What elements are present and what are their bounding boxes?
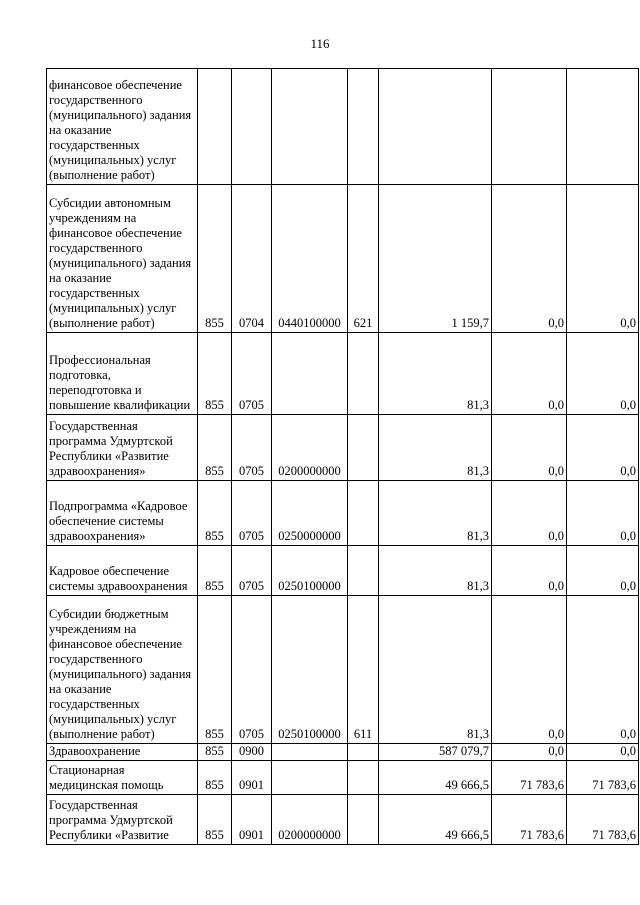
amount-2: 71 783,6 bbox=[492, 795, 567, 845]
amount-1: 81,3 bbox=[379, 546, 492, 596]
table-row bbox=[47, 596, 639, 744]
ministry-code: 855 bbox=[198, 761, 232, 795]
amount-1 bbox=[379, 69, 492, 185]
expense-type bbox=[348, 481, 379, 546]
amount-3: 0,0 bbox=[567, 185, 639, 333]
amount-2: 0,0 bbox=[492, 333, 567, 415]
section-code: 0705 bbox=[232, 333, 272, 415]
ministry-code: 855 bbox=[198, 333, 232, 415]
section-code bbox=[232, 69, 272, 185]
amount-1: 81,3 bbox=[379, 596, 492, 744]
section-code: 0901 bbox=[232, 795, 272, 845]
target-code bbox=[272, 761, 348, 795]
expense-type bbox=[348, 415, 379, 481]
amount-1: 81,3 bbox=[379, 415, 492, 481]
table-row bbox=[47, 744, 639, 761]
expense-type bbox=[348, 761, 379, 795]
amount-3: 71 783,6 bbox=[567, 795, 639, 845]
target-code bbox=[272, 333, 348, 415]
amount-2: 0,0 bbox=[492, 596, 567, 744]
section-code: 0705 bbox=[232, 415, 272, 481]
row-name: Государственная программа Удмуртской Республики «Развитие здравоохранения» bbox=[47, 415, 198, 481]
ministry-code: 855 bbox=[198, 546, 232, 596]
table-row bbox=[47, 333, 639, 415]
amount-1: 1 159,7 bbox=[379, 185, 492, 333]
expense-type bbox=[348, 795, 379, 845]
budget-table bbox=[46, 68, 639, 845]
expense-type bbox=[348, 69, 379, 185]
amount-1: 49 666,5 bbox=[379, 795, 492, 845]
amount-2: 0,0 bbox=[492, 546, 567, 596]
row-name: Кадровое обеспечение системы здравоохранения bbox=[47, 546, 198, 596]
row-name: финансовое обеспечение государственного (муниципального) задания на оказание государственных (муниципальных) услуг (выполнение работ) bbox=[47, 69, 198, 185]
row-name: Здравоохранение bbox=[47, 744, 198, 761]
amount-2: 0,0 bbox=[492, 185, 567, 333]
table-row bbox=[47, 795, 639, 845]
table-row bbox=[47, 481, 639, 546]
row-name: Государственная программа Удмуртской Республики «Развитие bbox=[47, 795, 198, 845]
target-code: 0200000000 bbox=[272, 415, 348, 481]
amount-3: 71 783,6 bbox=[567, 761, 639, 795]
amount-3: 0,0 bbox=[567, 415, 639, 481]
target-code: 0250100000 bbox=[272, 546, 348, 596]
target-code bbox=[272, 69, 348, 185]
section-code: 0901 bbox=[232, 761, 272, 795]
target-code: 0250100000 bbox=[272, 596, 348, 744]
page-number: 116 bbox=[310, 36, 330, 51]
ministry-code: 855 bbox=[198, 185, 232, 333]
row-name: Субсидии автономным учреждениям на финансовое обеспечение государственного (муниципального) задания на оказание государственных (муниципальных) услуг (выполнение работ) bbox=[47, 185, 198, 333]
amount-3: 0,0 bbox=[567, 333, 639, 415]
row-name: Подпрограмма «Кадровое обеспечение системы здравоохранения» bbox=[47, 481, 198, 546]
amount-1: 587 079,7 bbox=[379, 744, 492, 761]
section-code: 0705 bbox=[232, 546, 272, 596]
section-code: 0705 bbox=[232, 596, 272, 744]
row-name: Стационарная медицинская помощь bbox=[47, 761, 198, 795]
expense-type bbox=[348, 744, 379, 761]
ministry-code: 855 bbox=[198, 596, 232, 744]
amount-2 bbox=[492, 69, 567, 185]
amount-2: 0,0 bbox=[492, 481, 567, 546]
table-row bbox=[47, 761, 639, 795]
table-row bbox=[47, 415, 639, 481]
row-name: Профессиональная подготовка, переподготовка и повышение квалификации bbox=[47, 333, 198, 415]
section-code: 0900 bbox=[232, 744, 272, 761]
amount-2: 0,0 bbox=[492, 415, 567, 481]
table-row bbox=[47, 69, 639, 185]
amount-1: 49 666,5 bbox=[379, 761, 492, 795]
amount-3: 0,0 bbox=[567, 481, 639, 546]
amount-3: 0,0 bbox=[567, 596, 639, 744]
amount-3 bbox=[567, 69, 639, 185]
amount-1: 81,3 bbox=[379, 481, 492, 546]
ministry-code: 855 bbox=[198, 795, 232, 845]
ministry-code: 855 bbox=[198, 744, 232, 761]
target-code: 0440100000 bbox=[272, 185, 348, 333]
row-name: Субсидии бюджетным учреждениям на финансовое обеспечение государственного (муниципального) задания на оказание государственных (муниципальных) услуг (выполнение работ) bbox=[47, 596, 198, 744]
target-code: 0250000000 bbox=[272, 481, 348, 546]
section-code: 0704 bbox=[232, 185, 272, 333]
target-code: 0200000000 bbox=[272, 795, 348, 845]
expense-type bbox=[348, 546, 379, 596]
expense-type bbox=[348, 333, 379, 415]
expense-type: 611 bbox=[348, 596, 379, 744]
ministry-code: 855 bbox=[198, 415, 232, 481]
ministry-code: 855 bbox=[198, 481, 232, 546]
target-code bbox=[272, 744, 348, 761]
table-row bbox=[47, 546, 639, 596]
amount-3: 0,0 bbox=[567, 744, 639, 761]
amount-2: 71 783,6 bbox=[492, 761, 567, 795]
amount-3: 0,0 bbox=[567, 546, 639, 596]
ministry-code bbox=[198, 69, 232, 185]
amount-2: 0,0 bbox=[492, 744, 567, 761]
table-row bbox=[47, 185, 639, 333]
amount-1: 81,3 bbox=[379, 333, 492, 415]
expense-type: 621 bbox=[348, 185, 379, 333]
section-code: 0705 bbox=[232, 481, 272, 546]
